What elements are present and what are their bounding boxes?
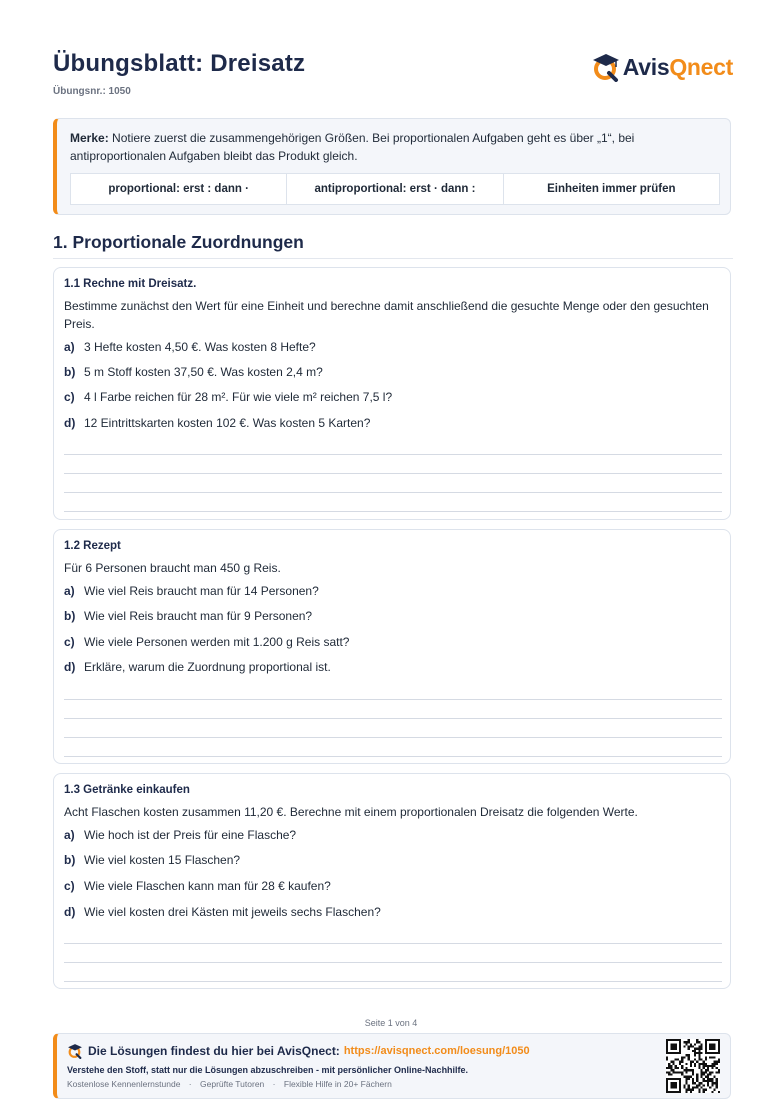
avisqnect-logo <box>591 50 733 84</box>
answer-line <box>64 492 722 493</box>
answer-line <box>64 962 722 963</box>
task-item: c) Wie viele Flaschen kann man für 28 € kaufen? <box>64 879 331 893</box>
feature-separator: · <box>188 1079 192 1089</box>
task-intro: Acht Flaschen kosten zusammen 11,20 €. Berechne mit einem proportionalen Dreisatz die folgenden Werte. <box>64 805 638 819</box>
task-intro: Für 6 Personen braucht man 450 g Reis. <box>64 561 281 575</box>
answer-line <box>64 943 722 944</box>
task-item: c) Wie viele Personen werden mit 1.200 g Reis satt? <box>64 635 350 649</box>
merke-label: Merke: <box>70 131 109 145</box>
merke-rules-table <box>70 173 720 205</box>
answer-line <box>64 473 722 474</box>
task-title: 1.3 Getränke einkaufen <box>64 784 190 796</box>
graduation-q-icon <box>591 52 621 82</box>
answer-line <box>64 454 722 455</box>
merke-text <box>70 129 720 165</box>
solution-footer <box>53 1033 731 1099</box>
task-item: a) 3 Hefte kosten 4,50 €. Was kosten 8 Hefte? <box>64 340 316 354</box>
feature-separator: · <box>272 1079 276 1089</box>
task-title: 1.2 Rezept <box>64 540 121 552</box>
task-item: a) Wie hoch ist der Preis für eine Flasche? <box>64 828 297 842</box>
exercise-number: Übungsnr.: 1050 <box>53 86 131 97</box>
solution-link[interactable]: https://avisqnect.com/loesung/1050 <box>343 1045 530 1057</box>
page-title: Übungsblatt: Dreisatz <box>53 50 306 77</box>
footer-subline: Verstehe den Stoff, statt nur die Lösungen abzuschreiben - mit persönlicher Online-Nachhilfe. <box>67 1065 469 1075</box>
task-item: b) Wie viel kosten 15 Flaschen? <box>64 853 241 867</box>
task-title: 1.1 Rechne mit Dreisatz. <box>64 278 197 290</box>
graduation-q-icon <box>67 1043 83 1059</box>
footer-features <box>67 1079 392 1089</box>
answer-line <box>64 511 722 512</box>
logo-wordmark: AvisQnect <box>622 53 733 80</box>
merke-body: Notiere zuerst die zusammengehörigen Größen. Bei proportionalen Aufgaben geht es über „1“, bei antiproportionalen Aufgaben bleibt das Produkt gleich. <box>70 131 635 163</box>
task-item: d) 12 Eintrittskarten kosten 102 €. Was kosten 5 Karten? <box>64 416 371 430</box>
rule-cell-proportional: proportional: erst : dann · <box>71 174 287 204</box>
task-card-1-1 <box>53 267 731 520</box>
task-item: d) Erkläre, warum die Zuordnung proportional ist. <box>64 660 331 674</box>
rule-cell-antiproportional: antiproportional: erst · dann : <box>287 174 503 204</box>
qr-code-icon[interactable] <box>666 1039 720 1093</box>
section-title: 1. Proportionale Zuordnungen <box>53 232 304 252</box>
rule-cell-units: Einheiten immer prüfen <box>547 183 676 195</box>
feature-item: Geprüfte Tutoren <box>200 1079 265 1089</box>
task-card-1-2 <box>53 529 731 764</box>
footer-headline <box>67 1043 530 1059</box>
task-item: a) Wie viel Reis braucht man für 14 Personen? <box>64 584 319 598</box>
feature-item: Flexible Hilfe in 20+ Fächern <box>283 1079 392 1089</box>
task-card-1-3 <box>53 773 731 989</box>
task-item: b) 5 m Stoff kosten 37,50 €. Was kosten 2,4 m? <box>64 365 323 379</box>
answer-line <box>64 981 722 982</box>
task-item: c) 4 l Farbe reichen für 28 m². Für wie viele m² reichen 7,5 l? <box>64 390 393 404</box>
answer-line <box>64 699 722 700</box>
page-number: Seite 1 von 4 <box>364 1018 418 1028</box>
feature-item: Kostenlose Kennenlernstunde <box>67 1079 181 1089</box>
task-item: d) Wie viel kosten drei Kästen mit jeweils sechs Flaschen? <box>64 905 381 919</box>
section-divider <box>53 258 733 259</box>
task-intro: Bestimme zunächst den Wert für eine Einheit und berechne damit anschließend die gesuchte Menge oder den gesuchten Preis. <box>64 299 709 331</box>
page-header <box>53 50 733 100</box>
answer-line <box>64 718 722 719</box>
answer-line <box>64 737 722 738</box>
merke-box <box>53 118 731 215</box>
answer-line <box>64 756 722 757</box>
task-item: b) Wie viel Reis braucht man für 9 Personen? <box>64 609 313 623</box>
footer-headline-text: Die Lösungen findest du hier bei AvisQnect: <box>88 1044 340 1058</box>
